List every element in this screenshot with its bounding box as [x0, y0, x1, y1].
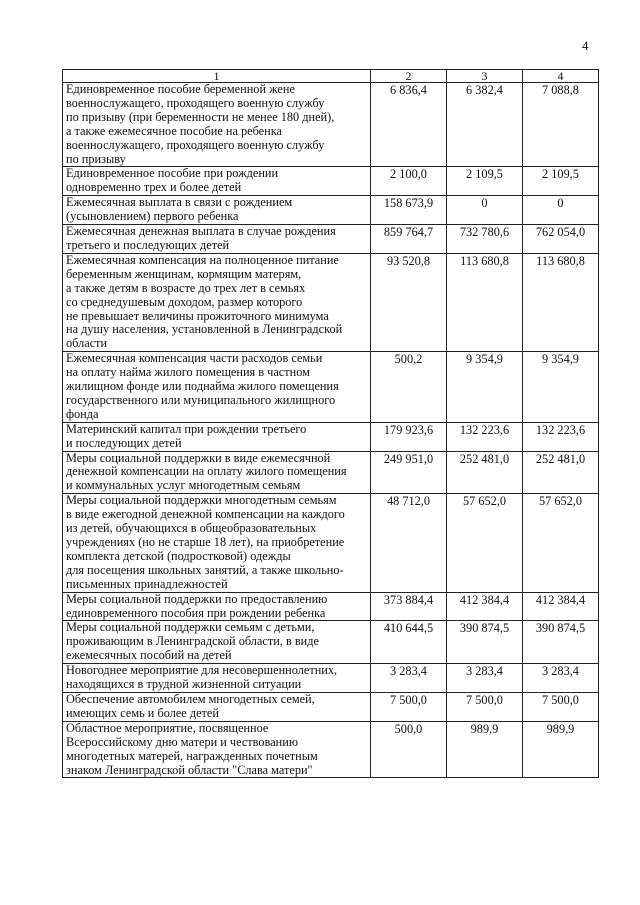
row-value-col-2: 7 500,0 — [371, 692, 447, 721]
row-value-col-3: 6 382,4 — [447, 83, 523, 167]
row-value-col-2: 48 712,0 — [371, 494, 447, 592]
row-value-col-3: 132 223,6 — [447, 422, 523, 451]
table-row — [63, 253, 599, 351]
row-value-col-4: 0 — [523, 196, 599, 225]
header-col-1: 1 — [63, 70, 371, 83]
row-value-col-2: 158 673,9 — [371, 196, 447, 225]
row-value-col-4: 3 283,4 — [523, 664, 599, 693]
row-value-col-3: 3 283,4 — [447, 664, 523, 693]
table-row — [63, 225, 599, 254]
row-value-col-3: 412 384,4 — [447, 592, 523, 621]
row-value-col-3: 252 481,0 — [447, 451, 523, 494]
row-value-col-3: 9 354,9 — [447, 352, 523, 423]
row-value-col-4: 2 109,5 — [523, 167, 599, 196]
table-row — [63, 422, 599, 451]
row-value-col-2: 500,0 — [371, 721, 447, 778]
row-value-col-2: 93 520,8 — [371, 253, 447, 351]
table-row — [63, 451, 599, 494]
row-value-col-4: 412 384,4 — [523, 592, 599, 621]
row-value-col-4: 113 680,8 — [523, 253, 599, 351]
row-value-col-2: 859 764,7 — [371, 225, 447, 254]
row-description: Ежемесячная денежная выплата в случае рождения третьего и последующих детей — [63, 225, 371, 254]
row-value-col-2: 500,2 — [371, 352, 447, 423]
row-value-col-3: 390 874,5 — [447, 621, 523, 664]
table-row — [63, 196, 599, 225]
row-value-col-4: 989,9 — [523, 721, 599, 778]
row-value-col-3: 57 652,0 — [447, 494, 523, 592]
row-value-col-4: 9 354,9 — [523, 352, 599, 423]
row-description: Единовременное пособие беременной жене военнослужащего, проходящего военную службу по призыву (при беременности не менее 180 дней), а также ежемесячное пособие на ребенка военнослужащего, проходящего военную службу по призыву — [63, 83, 371, 167]
row-description: Ежемесячная компенсация части расходов семьи на оплату найма жилого помещения в частном жилищном фонде или поднайма жилого помещения государственного или муниципального жилищного фонда — [63, 352, 371, 423]
header-col-4: 4 — [523, 70, 599, 83]
row-value-col-2: 373 884,4 — [371, 592, 447, 621]
table-row — [63, 621, 599, 664]
row-value-col-3: 0 — [447, 196, 523, 225]
table-row — [63, 664, 599, 693]
row-description: Меры социальной поддержки в виде ежемесячной денежной компенсации на оплату жилого помещения и коммунальных услуг многодетным семьям — [63, 451, 371, 494]
row-description: Обеспечение автомобилем многодетных семей, имеющих семь и более детей — [63, 692, 371, 721]
table-row — [63, 721, 599, 778]
row-value-col-4: 132 223,6 — [523, 422, 599, 451]
row-value-col-2: 2 100,0 — [371, 167, 447, 196]
table-row — [63, 352, 599, 423]
row-description: Областное мероприятие, посвященное Всероссийскому дню матери и чествованию многодетных матерей, награжденных почетным знаком Ленинградской области "Слава матери" — [63, 721, 371, 778]
row-value-col-3: 2 109,5 — [447, 167, 523, 196]
row-description: Ежемесячная компенсация на полноценное питание беременным женщинам, кормящим матерям, а также детям в возрасте до трех лет в семьях со среднедушевым доходом, размер которого не превышает величины прожиточного минимума на душу населения, установленной в Ленинградской области — [63, 253, 371, 351]
row-value-col-2: 3 283,4 — [371, 664, 447, 693]
row-value-col-4: 57 652,0 — [523, 494, 599, 592]
table-row — [63, 83, 599, 167]
header-col-2: 2 — [371, 70, 447, 83]
row-value-col-3: 113 680,8 — [447, 253, 523, 351]
row-value-col-3: 732 780,6 — [447, 225, 523, 254]
row-description: Новогоднее мероприятие для несовершеннолетних, находящихся в трудной жизненной ситуации — [63, 664, 371, 693]
page-number: 4 — [582, 38, 589, 53]
row-description: Меры социальной поддержки по предоставлению единовременного пособия при рождении ребенка — [63, 592, 371, 621]
row-description: Меры социальной поддержки семьям с детьми, проживающим в Ленинградской области, в виде ежемесячных пособий на детей — [63, 621, 371, 664]
row-description: Ежемесячная выплата в связи с рождением (усыновлением) первого ребенка — [63, 196, 371, 225]
row-value-col-4: 7 500,0 — [523, 692, 599, 721]
table-row — [63, 494, 599, 592]
row-description: Единовременное пособие при рождении одновременно трех и более детей — [63, 167, 371, 196]
row-value-col-4: 762 054,0 — [523, 225, 599, 254]
row-value-col-4: 390 874,5 — [523, 621, 599, 664]
table-header-row — [63, 70, 599, 83]
header-col-3: 3 — [447, 70, 523, 83]
table-row — [63, 167, 599, 196]
row-description: Материнский капитал при рождении третьего и последующих детей — [63, 422, 371, 451]
row-description: Меры социальной поддержки многодетным семьям в виде ежегодной денежной компенсации на каждого из детей, обучающихся в общеобразовательных учреждениях (но не старше 18 лет), на приобретение комплекта детской (подростковой) одежды для посещения школьных занятий, а также школьно- письменных принадлежностей — [63, 494, 371, 592]
row-value-col-3: 989,9 — [447, 721, 523, 778]
table-row — [63, 692, 599, 721]
row-value-col-4: 252 481,0 — [523, 451, 599, 494]
row-value-col-2: 410 644,5 — [371, 621, 447, 664]
row-value-col-2: 249 951,0 — [371, 451, 447, 494]
budget-table — [62, 69, 599, 778]
table-body — [63, 83, 599, 778]
row-value-col-4: 7 088,8 — [523, 83, 599, 167]
row-value-col-2: 179 923,6 — [371, 422, 447, 451]
row-value-col-3: 7 500,0 — [447, 692, 523, 721]
row-value-col-2: 6 836,4 — [371, 83, 447, 167]
table-row — [63, 592, 599, 621]
